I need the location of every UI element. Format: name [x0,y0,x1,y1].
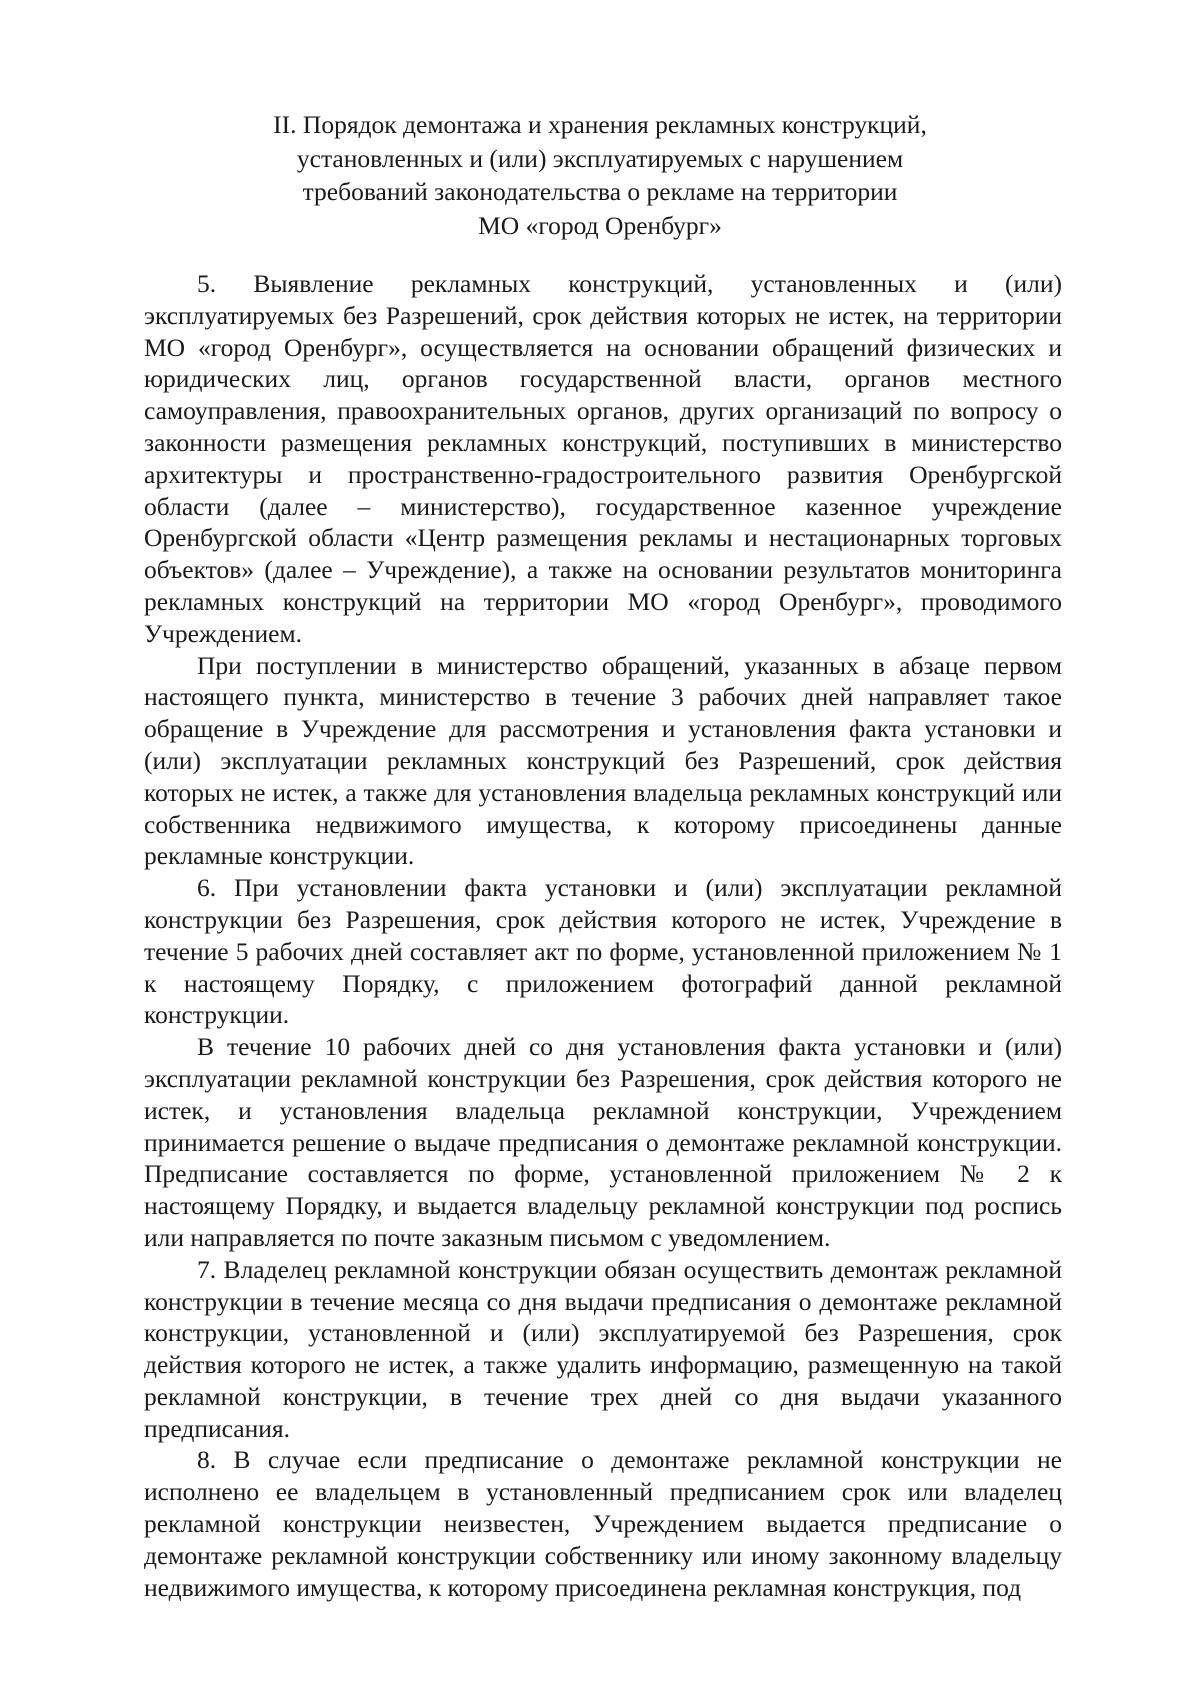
paragraph-item-8: 8. В случае если предписание о демонтаже рекламной конструкции не исполнено ее владельцем в установленный предписанием срок или владелец рекламной конструкции неизвестен, Учреждением выдается предписание о демонтаже рекламной конструкции собственнику или иному законному владельцу недвижимого имущества, к которому присоединена рекламная конструкция, под [144,1445,1062,1602]
paragraph-item-5: 5. Выявление рекламных конструкций, установленных и (или) эксплуатируемых без Разрешений, срок действия которых не истек, на территории МО «город Оренбург», осуществляется на основании обращений физических и юридических лиц, органов государственной власти, органов местного самоуправления, правоохранительных органов, других организаций по вопросу о законности размещения рекламных конструкций, поступивших в министерство архитектуры и пространственно-градостроительного развития Оренбургской области (далее – министерство), государственное казенное учреждение Оренбургской области «Центр размещения рекламы и нестационарных торговых объектов» (далее – Учреждение), а также на основании результатов мониторинга рекламных конструкций на территории МО «город Оренбург», проводимого Учреждением. [144,269,1062,648]
heading-line: МО «город Оренбург» [478,210,722,240]
paragraph-item-7: 7. Владелец рекламной конструкции обязан осуществить демонтаж рекламной конструкции в течение месяца со дня выдачи предписания о демонтаже рекламной конструкции, установленной и (или) эксплуатируемой без Разрешения, срок действия которого не истек, а также удалить информацию, размещенную на такой рекламной конструкции, в течение трех дней со дня выдачи указанного предписания. [144,1254,1062,1443]
heading-line: требований законодательства о рекламе на территории [302,177,898,206]
section-heading [200,108,1000,242]
heading-line: установленных и (или) эксплуатируемых с нарушением [296,143,904,173]
heading-line: II. Порядок демонтажа и хранения рекламных конструкций, [273,110,927,139]
paragraph-item-6-order: В течение 10 рабочих дней со дня установления факта установки и (или) эксплуатации рекламной конструкции без Разрешения, срок действия которого не истек, и установления владельца рекламной конструкции, Учреждением принимается решение о выдаче предписания о демонтаже рекламной конструкции. Предписание составляется по форме, установленной приложением № 2 к настоящему Порядку, и выдается владельцу рекламной конструкции под роспись или направляется по почте заказным письмом с уведомлением. [144,1032,1062,1252]
paragraph-item-6: 6. При установлении факта установки и (или) эксплуатации рекламной конструкции без Разрешения, срок действия которого не истек, Учреждение в течение 5 рабочих дней составляет акт по форме, установленной приложением № 1 к настоящему Порядку, с приложением фотографий данной рекламной конструкции. [144,873,1062,1030]
paragraph-item-5-ministry: При поступлении в министерство обращений, указанных в абзаце первом настоящего пункта, министерство в течение 3 рабочих дней направляет такое обращение в Учреждение для рассмотрения и установления факта установки и (или) эксплуатации рекламных конструкций без Разрешений, срок действия которых не истек, а также для установления владельца рекламных конструкций или собственника недвижимого имущества, к которому присоединены данные рекламные конструкции. [144,650,1062,871]
document-body [144,268,1062,1603]
